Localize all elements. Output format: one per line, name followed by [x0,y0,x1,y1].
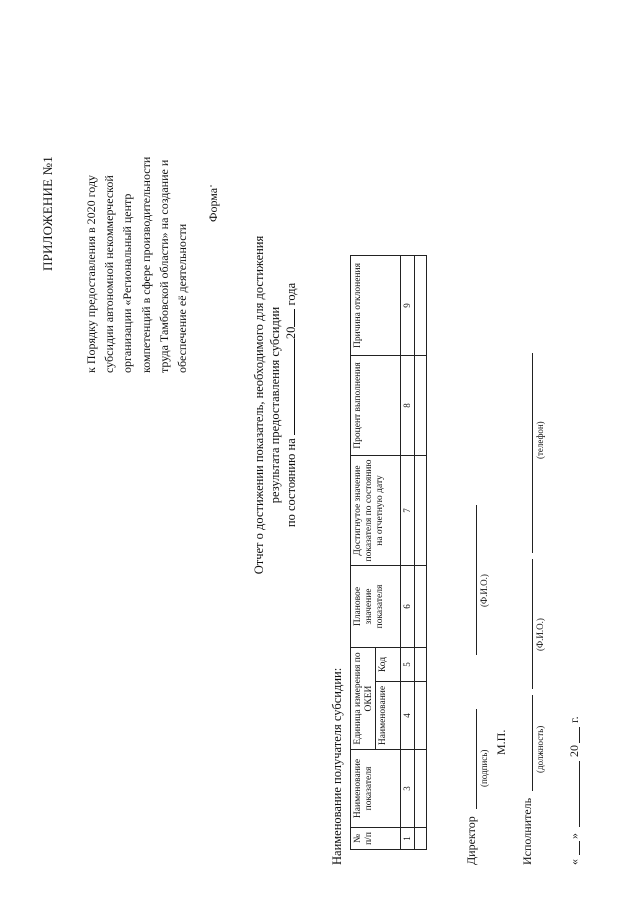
date-suffix: г. [567,716,581,723]
column-number: 6 [401,566,415,648]
table-cell[interactable] [415,648,427,682]
column-number: 9 [401,256,415,356]
table-cell[interactable] [415,456,427,566]
report-date-prefix: по состоянию на [284,438,298,528]
appendix-line: организации «Региональный центр [120,193,135,373]
date-quote-close: » [567,833,581,839]
director-signature-line[interactable] [476,709,477,809]
report-year-prefix: 20 [284,326,298,340]
date-day-line[interactable] [579,841,580,855]
date-month-line[interactable] [579,761,580,827]
report-title [252,165,300,645]
date-year-line[interactable] [579,727,580,743]
appendix-line: труда Тамбовской области» на создание и [156,159,171,373]
director-fio-line[interactable] [476,505,477,655]
stamp-label: М.П. [494,729,508,755]
table-cell[interactable] [415,750,427,828]
table-cell[interactable] [415,682,427,750]
report-table [350,255,427,850]
header-percent: Процент выполнения [351,356,401,456]
executor-position-line[interactable] [532,695,533,791]
executor-fio-caption: (Ф.И.О.) [535,618,545,651]
column-number: 4 [401,682,415,750]
report-date-line [283,165,300,645]
executor-phone-line[interactable] [532,353,533,553]
header-achieved: Достигнутое значение показателя по состоянию на отчетную дату [351,456,401,566]
table-cell[interactable] [415,356,427,456]
executor-fio-line[interactable] [532,559,533,689]
header-planned: Плановое значение показателя [351,566,401,648]
position-caption: (должность) [535,725,545,773]
scan-speck [210,185,212,187]
column-number: 5 [401,648,415,682]
report-year-blank[interactable] [283,309,295,327]
appendix-title: ПРИЛОЖЕНИЕ №1 [40,156,55,271]
column-number: 3 [401,750,415,828]
table-cell[interactable] [415,828,427,850]
director-label: Директор [464,816,478,865]
column-number: 8 [401,356,415,456]
report-date-blank[interactable] [283,339,295,435]
director-fio-caption: (Ф.И.О.) [479,574,489,607]
report-title-line: результата предоставления субсидии [267,306,282,504]
table-cell[interactable] [415,256,427,356]
column-number-row [401,256,415,850]
form-label: Форма [206,187,220,222]
header-num: № п/п [351,828,401,850]
appendix-description [82,33,191,373]
header-unit-code: Код [376,648,401,682]
report-date-suffix: года [284,282,298,306]
column-number: 1 [401,828,415,850]
executor-label: Исполнитель [520,797,534,865]
date-quote-open: « [567,859,581,865]
date-year-prefix: 20 [567,745,581,757]
table-row [415,256,427,850]
appendix-line: обеспечение её деятельности [175,223,190,373]
report-title-line: Отчет о достижении показатель, необходимого для достижения [252,235,266,575]
signature-caption: (подпись) [479,749,489,787]
appendix-line: компетенций в сфере производительности [138,156,153,373]
header-reason: Причина отклонения [351,256,401,356]
appendix-line: субсидии автономной некоммерческой [102,175,117,373]
header-unit-name: Наименование [376,682,401,750]
table-cell[interactable] [415,566,427,648]
column-number: 7 [401,456,415,566]
table-header-row [351,256,376,850]
recipient-label: Наименование получателя субсидии: [330,667,344,865]
header-indicator-name: Наименование показателя [351,750,401,828]
appendix-line: к Порядку предоставления в 2020 году [84,174,98,373]
phone-caption: (телефон) [535,421,545,459]
header-unit-group: Единица измерения по ОКЕИ [351,648,376,750]
